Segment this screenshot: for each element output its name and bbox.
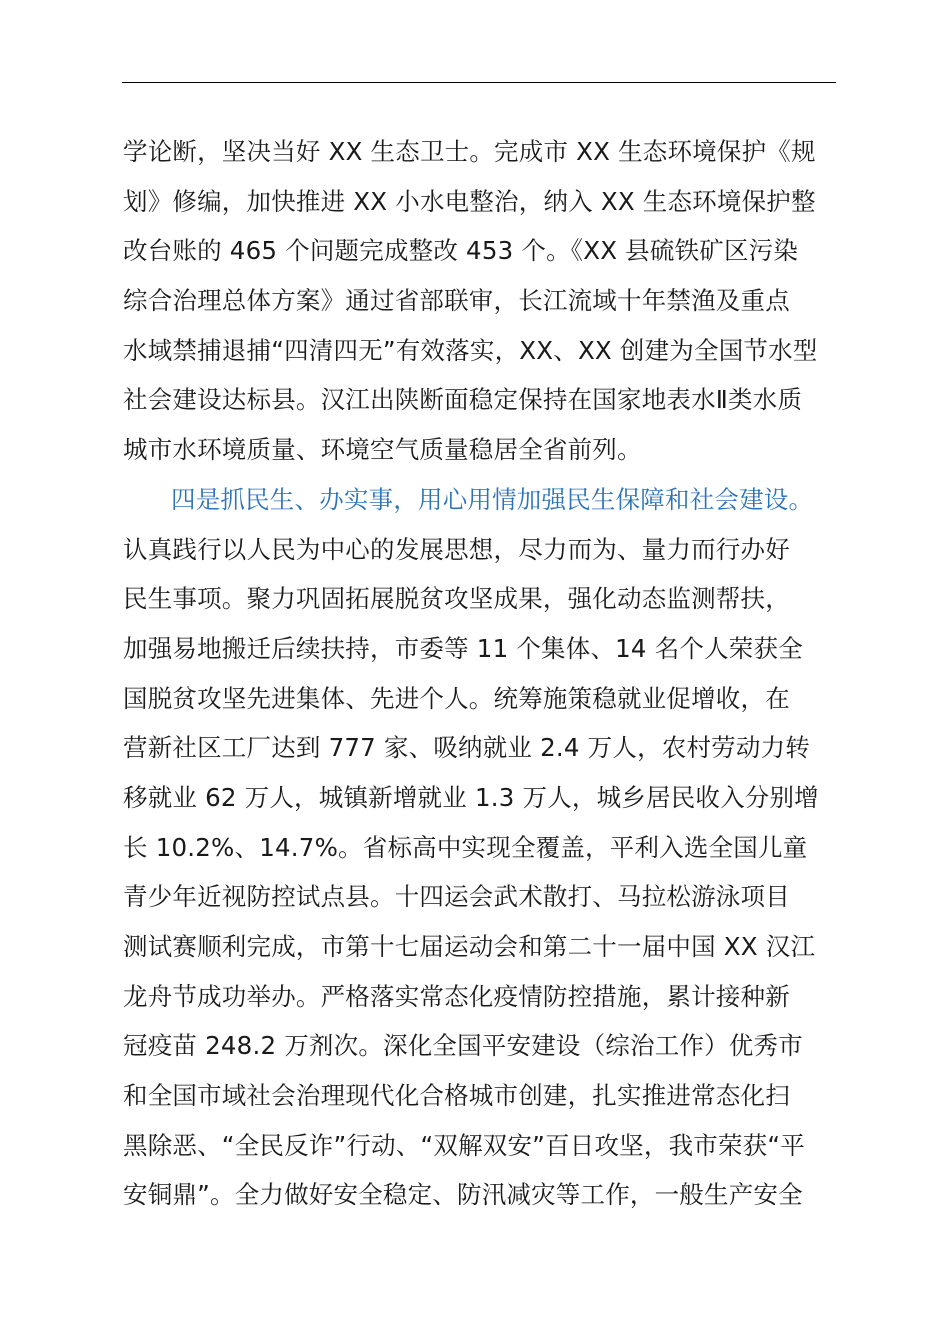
text-line: 改台账的 465 个问题完成整改 453 个。《XX 县硫铁矿区污染 (123, 236, 799, 266)
text-line: 城市水环境质量、环境空气质量稳居全省前列。 (123, 435, 642, 465)
text-line: 社会建设达标县。汉江出陕断面稳定保持在国家地表水Ⅱ类水质 (123, 385, 803, 415)
text-line: 移就业 62 万人，城镇新增就业 1.3 万人，城乡居民收入分别增 (123, 782, 819, 812)
text-line: 认真践行以人民为中心的发展思想，尽力而为、量力而行办好 (123, 534, 790, 564)
text-line: 综合治理总体方案》通过省部联审，长江流域十年禁渔及重点 (123, 286, 790, 316)
text-line: 和全国市域社会治理现代化合格城市创建，扎实推进常态化扫 (123, 1081, 790, 1111)
text-line: 长 10.2%、14.7%。省标高中实现全覆盖，平利入选全国儿童 (123, 832, 808, 862)
header-rule (122, 82, 836, 83)
body-text (123, 127, 863, 1220)
text-line: 安铜鼎”。全力做好安全稳定、防汛减灾等工作，一般生产安全 (123, 1180, 803, 1210)
text-line: 黑除恶、“全民反诈”行动、“双解双安”百日攻坚，我市荣获“平 (123, 1130, 805, 1160)
text-line: 营新社区工厂达到 777 家、吸纳就业 2.4 万人，农村劳动力转 (123, 733, 810, 763)
text-line: 民生事项。聚力巩固拓展脱贫攻坚成果，强化动态监测帮扶， (123, 584, 790, 614)
text-line: 龙舟节成功举办。严格落实常态化疫情防控措施，累计接种新 (123, 981, 790, 1011)
text-line: 水域禁捕退捕“四清四无”有效落实，XX、XX 创建为全国节水型 (123, 335, 818, 365)
text-line: 青少年近视防控试点县。十四运会武术散打、马拉松游泳项目 (123, 882, 790, 912)
section-heading: 四是抓民生、办实事，用心用情加强民生保障和社会建设。 (171, 484, 814, 514)
text-line: 划》修编，加快推进 XX 小水电整治，纳入 XX 生态环境保护整 (123, 186, 816, 216)
text-line: 加强易地搬迁后续扶持，市委等 11 个集体、14 名个人荣获全 (123, 633, 803, 663)
text-line: 冠疫苗 248.2 万剂次。深化全国平安建设（综治工作）优秀市 (123, 1031, 803, 1061)
text-line: 国脱贫攻坚先进集体、先进个人。统筹施策稳就业促增收，在 (123, 683, 790, 713)
text-line: 学论断，坚决当好 XX 生态卫士。完成市 XX 生态环境保护《规 (123, 137, 816, 166)
text-line: 测试赛顺利完成，市第十七届运动会和第二十一届中国 XX 汉江 (123, 932, 816, 961)
